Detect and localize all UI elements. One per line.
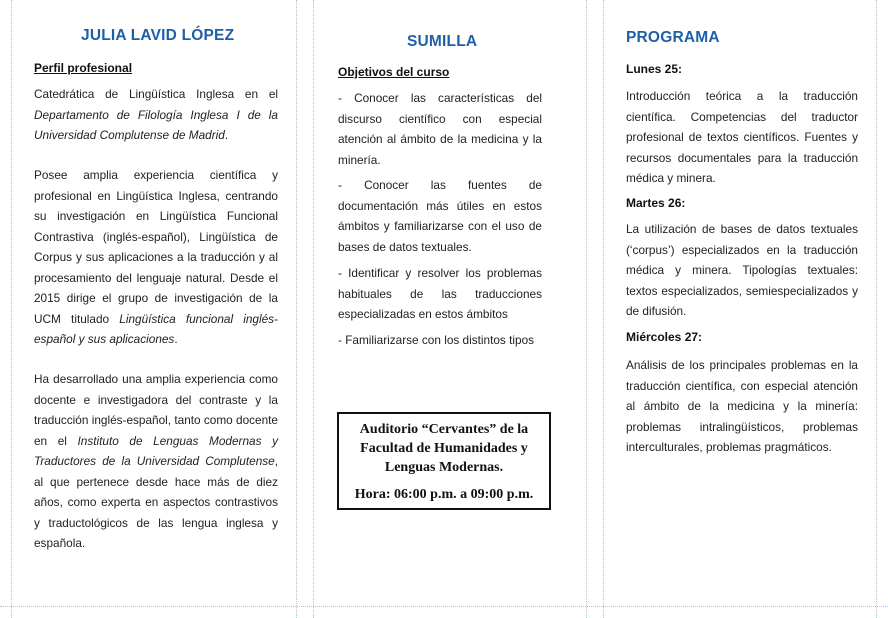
day-description: Análisis de los principales problemas en la traducción científica, con especial atención al ámbito de la medicina y la minería: problemas intralingüísticos, problemas interculturales, problemas pragmáticos.	[626, 358, 858, 454]
summary-title: SUMILLA	[407, 33, 478, 50]
objective-item: - Conocer las características del discurso científico con especial atención al ámbito de la medicina y la minería.	[338, 91, 542, 167]
venue-location: Auditorio “Cervantes” de la Facultad de Humanidades y Lenguas Modernas.	[359, 422, 529, 475]
objectives-subtitle: Objetivos del curso	[338, 65, 450, 79]
guide-line	[876, 0, 877, 618]
objective-item: - Conocer las fuentes de documentación más útiles en estos ámbitos y familiarizarse con el uso de bases de datos textuales.	[338, 178, 542, 254]
profile-paragraph: Ha desarrollado una amplia experiencia como docente e investigadora del contraste y la traducción inglés-español, tanto como docente en el Instituto de Lenguas Modernas y Traductores de la Universidad Complutense, al que pertenece desde hace más de diez años, como experta en aspectos contrastivos y traductológicos de las lengua inglesa y española.	[34, 372, 278, 550]
guide-line	[11, 0, 12, 618]
venue-time: Hora: 06:00 p.m. a 09:00 p.m.	[354, 487, 534, 502]
day-description: Introducción teórica a la traducción científica. Competencias del traductor profesional de textos científicos. Fuentes y recursos documentales para la traducción médica y minera.	[626, 89, 858, 185]
guide-line	[296, 0, 297, 618]
day-label: Martes 26:	[626, 196, 686, 210]
author-name: JULIA LAVID LÓPEZ	[81, 27, 235, 44]
guide-line	[603, 0, 604, 618]
profile-paragraph: Posee amplia experiencia científica y profesional en Lingüística Inglesa, centrando su investigación en Lingüística Funcional Contrastiva (inglés-español), Lingüística de Corpus y sus aplicaciones a la traducción y al procesamiento del lenguaje natural. Desde el 2015 dirige el grupo de investigación de la UCM titulado Lingüística funcional inglés-español y sus aplicaciones.	[34, 168, 278, 346]
objective-item: - Identificar y resolver los problemas habituales de las traducciones especializadas en estos ámbitos	[338, 266, 542, 321]
guide-line	[0, 606, 888, 607]
profile-paragraph: Catedrática de Lingüística Inglesa en el Departamento de Filología Inglesa I de la Universidad Complutense de Madrid.	[34, 87, 278, 142]
guide-line	[586, 0, 587, 618]
profile-subtitle: Perfil profesional	[34, 61, 133, 75]
day-label: Lunes 25:	[626, 62, 683, 76]
program-title: PROGRAMA	[626, 29, 720, 46]
venue-box	[337, 412, 551, 510]
day-label: Miércoles 27:	[626, 330, 703, 344]
day-description: La utilización de bases de datos textuales (‘corpus’) especializados en la traducción médica y minera. Tipologías textuales: textos especializados, semiespecializados y de difusión.	[626, 222, 858, 318]
objective-item: - Familiarizarse con los distintos tipos	[338, 333, 535, 347]
guide-line	[313, 0, 314, 618]
